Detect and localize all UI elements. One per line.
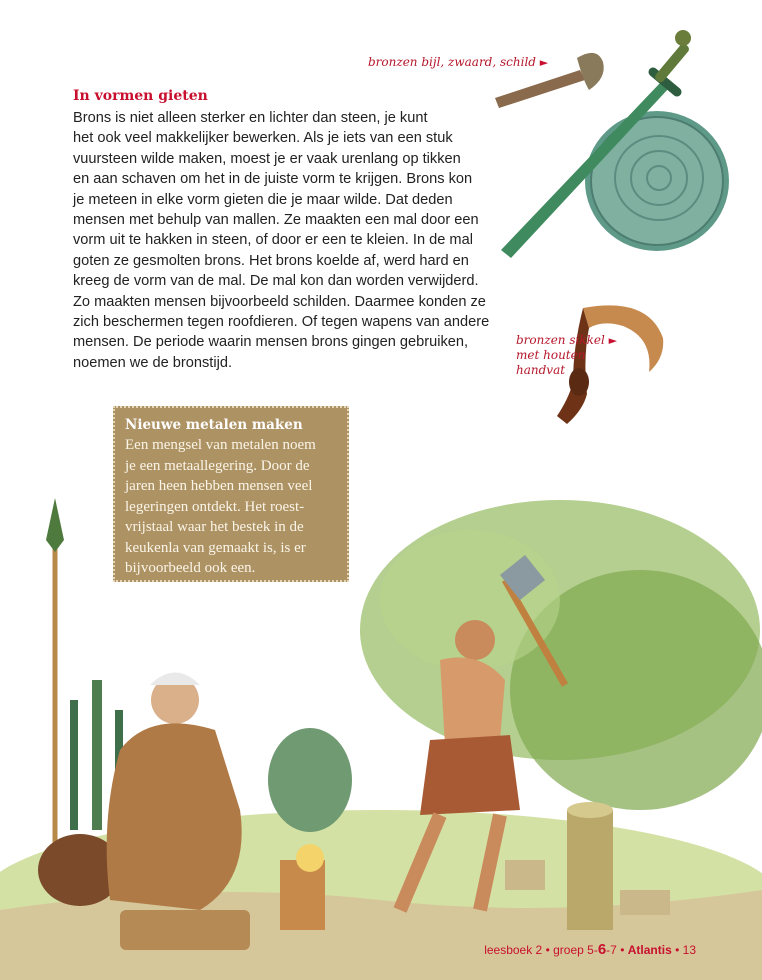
weapons-caption [368,55,548,70]
info-box-line: Een mengsel van metalen noem [125,437,316,453]
article-body [73,108,493,373]
info-box-title: Nieuwe metalen maken [125,417,303,433]
footer-group-current: 6 [597,941,607,958]
article-line: noemen we de bronstijd. [73,354,233,371]
page-footer [484,941,696,958]
article-line: en aan schaven om het in de juiste vorm te krijgen. Brons kon [73,171,473,188]
article-line: kreeg de vorm van de mal. De mal kon dan worden verwijderd. [73,273,479,290]
article-line: goten ze gesmolten brons. Het brons koelde af, werd hard en [73,252,469,269]
article-line: Brons is niet alleen sterker en lichter dan steen, je kunt [73,110,428,126]
footer-group-prefix: groep 5- [553,943,598,957]
weapons-caption-text: bronzen bijl, zwaard, schild [368,55,536,69]
footer-separator: • [675,943,680,957]
article-line: het ook veel makkelijker bewerken. Als je iets van een stuk [73,130,453,147]
page-number: 13 [682,943,696,957]
article-line: vuursteen wilde maken, moest je er vaak urenlang op tikken [73,150,461,167]
footer-series: Atlantis [627,943,672,957]
footer-separator: • [620,943,625,957]
sickle-caption-line-3: handvat [516,363,566,377]
info-box [113,406,349,582]
info-box-line: legeringen ontdekt. Het roest- [125,498,305,515]
sickle-caption-line-1: bronzen sikkel [516,333,605,347]
sickle-caption [516,333,617,378]
sickle-caption-line-2: met houten [516,348,586,362]
article-line: Zo maakten mensen bijvoorbeeld schilden. Daarmee konden ze [73,293,486,310]
footer-group-suffix: -7 [606,943,617,957]
info-box-line: bijvoorbeeld ook een. [125,560,256,576]
article-line: zich beschermen tegen roofdieren. Of tegen wapens van andere [73,314,490,331]
caption-arrow-icon: ► [539,56,549,69]
info-box-line: keukenla van gemaakt is, is er [125,539,306,556]
article-heading: In vormen gieten [73,88,208,104]
article-line: mensen. De periode waarin mensen brons gingen gebruiken, [73,334,469,351]
footer-book: leesboek 2 [484,943,543,957]
article-line: mensen met behulp van mallen. Ze maakten een mal door een [73,212,479,229]
article-line: je meteen in elke vorm gieten die je maar wilde. Dat deden [73,191,453,208]
info-box-line: jaren heen hebben mensen veel [125,478,313,494]
info-box-line: vrijstaal waar het bestek in de [125,519,304,535]
info-box-line: je een metaallegering. Door de [125,457,310,474]
caption-arrow-icon: ► [608,334,618,347]
article-line: vorm uit te hakken in steen, of door er een te kleien. In de mal [73,232,473,249]
footer-separator: • [545,943,550,957]
